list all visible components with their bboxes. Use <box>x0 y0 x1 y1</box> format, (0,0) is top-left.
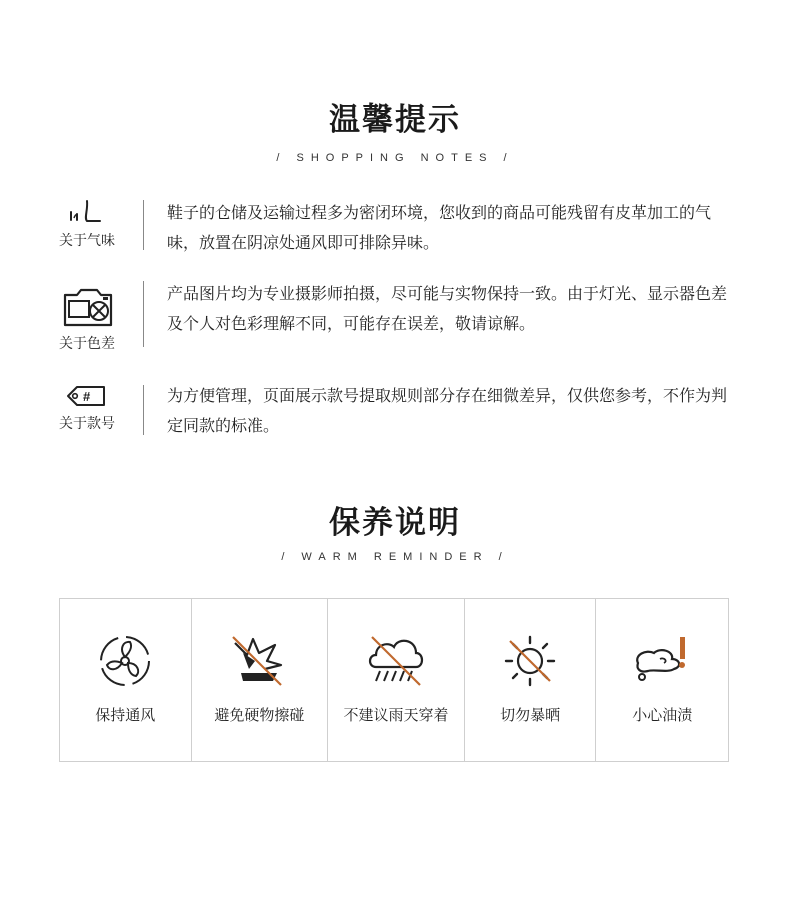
no-rain-icon <box>364 633 428 689</box>
note-label: 关于色差 <box>59 336 115 352</box>
note-smell <box>0 196 790 276</box>
note-text: 鞋子的仓储及运输过程多为密闭环境，您收到的商品可能残留有皮革加工的气味，放置在阴凉处通风即可排除异味。 <box>167 203 712 252</box>
note-divider <box>143 281 144 347</box>
note-style-number <box>0 381 790 461</box>
note-color <box>0 277 790 357</box>
fan-icon <box>97 633 153 689</box>
svg-text:#: # <box>83 389 91 404</box>
no-collision-icon <box>229 633 289 689</box>
care-subtitle: / WARM REMINDER / <box>281 551 509 563</box>
note-divider <box>143 200 144 250</box>
care-label: 保持通风 <box>95 706 156 724</box>
no-sun-icon <box>502 633 558 689</box>
care-item-no-rain <box>328 599 465 761</box>
notes-title: 温馨提示 <box>329 102 461 138</box>
note-label: 关于款号 <box>59 416 115 432</box>
note-text: 产品图片均为专业摄影师拍摄，尽可能与实物保持一致。由于灯光、显示器色差及个人对色彩理解不同，可能存在误差，敬请谅解。 <box>167 284 728 333</box>
care-item-ventilate <box>60 599 192 761</box>
care-item-oil-stain <box>596 599 728 761</box>
note-label: 关于气味 <box>59 233 115 249</box>
care-grid <box>59 598 729 762</box>
note-text: 为方便管理，页面展示款号提取规则部分存在细微差异，仅供您参考，不作为判定同款的标准。 <box>167 386 728 435</box>
care-title: 保养说明 <box>329 505 461 541</box>
note-divider <box>143 385 144 435</box>
care-label: 避免硬物擦碰 <box>214 706 305 724</box>
care-label: 小心油渍 <box>632 706 693 724</box>
care-label: 不建议雨天穿着 <box>343 706 449 724</box>
care-item-no-sun <box>465 599 597 761</box>
care-item-no-collision <box>192 599 329 761</box>
notes-subtitle: / SHOPPING NOTES / <box>276 152 514 164</box>
oil-stain-icon <box>630 633 694 689</box>
care-label: 切勿暴晒 <box>500 706 561 724</box>
